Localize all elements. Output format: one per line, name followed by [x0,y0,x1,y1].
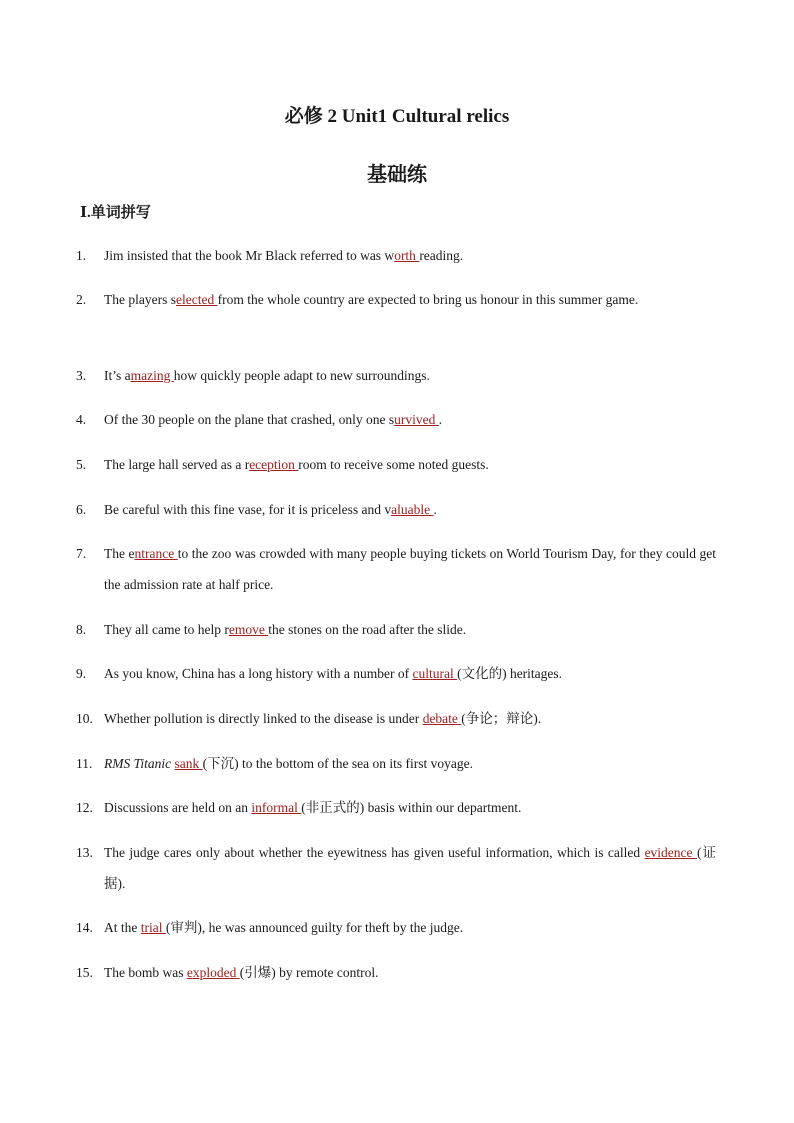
item-text: The bomb was [104,965,187,980]
list-item [76,748,716,779]
item-text: As you know, China has a long history with a number of [104,666,413,681]
item-number: 14. [76,920,93,935]
item-text: . [433,502,437,517]
answer-blank: evidence [644,845,697,860]
item-text: (引爆) by remote control. [239,965,379,980]
list-item [76,284,716,315]
answer-blank: mazing [130,368,174,383]
list-item [76,792,716,823]
list-item [76,494,716,525]
item-text: Discussions are held on an [104,800,252,815]
item-text: (下沉) to the bottom of the sea on its first voyage. [202,756,473,771]
answer-blank: sank [174,756,203,771]
item-text: (审判), he was announced guilty for theft by the judge. [165,920,464,935]
item-number: 3. [76,368,87,383]
item-text: The e [104,546,135,561]
list-item [76,360,716,391]
list-item [76,614,716,645]
item-text: . [438,412,443,427]
answer-blank: debate [422,711,462,726]
item-number: 5. [76,457,87,472]
item-text: (文化的) heritages. [457,666,563,681]
item-text: At the [104,920,141,935]
list-item [76,837,716,899]
answer-blank: urvived [394,412,439,427]
item-text: the stones on the road after the slide. [268,622,467,637]
item-number: 12. [76,800,93,815]
item-text: (证据). [104,845,716,891]
item-number: 8. [76,622,87,637]
item-number: 13. [76,845,93,860]
item-text: The large hall served as a r [104,457,250,472]
answer-blank: informal [251,800,302,815]
item-text: They all came to help r [104,622,229,637]
item-text: It’s a [104,368,131,383]
item-text: to the zoo was crowded with many people buying tickets on World Tourism Day, for they could get the admission rate at half price. [104,546,716,592]
item-text: The judge cares only about whether the eyewitness has given useful information, which is called [104,845,645,860]
item-number: 7. [76,546,87,561]
item-text: (争论；辩论). [461,711,542,726]
list-item [76,658,716,689]
item-text: Of the 30 people on the plane that crashed, only one s [104,412,395,427]
item-text: Be careful with this fine vase, for it is priceless and v [104,502,392,517]
answer-blank: orth [394,248,420,263]
item-number: 6. [76,502,87,517]
item-text: from the whole country are expected to bring us honour in this summer game. [217,292,639,307]
answer-blank: exploded [186,965,240,980]
item-text: Jim insisted that the book Mr Black referred to was w [104,248,395,263]
list-item [76,957,716,988]
item-number: 9. [76,666,87,681]
list-item [76,404,716,435]
answer-blank: aluable [391,502,434,517]
item-text: The players s [104,292,176,307]
item-number: 10. [76,711,93,726]
item-number: 2. [76,292,87,307]
ship-name: RMS Titanic [104,756,172,771]
item-text: Whether pollution is directly linked to the disease is under [104,711,423,726]
item-number: 15. [76,965,93,980]
answer-blank: ntrance [134,546,178,561]
item-number: 4. [76,412,87,427]
item-text: room to receive some noted guests. [298,457,489,472]
list-item [76,538,716,600]
answer-blank: eception [249,457,299,472]
item-text: how quickly people adapt to new surroundings. [173,368,430,383]
answer-blank: cultural [412,666,458,681]
item-text: (非正式的) basis within our department. [301,800,522,815]
answer-blank: trial [140,920,166,935]
document-subtitle: 基础练 [367,164,427,186]
answer-blank: elected [175,292,218,307]
document-title: 必修 2 Unit1 Cultural relics [284,106,510,127]
list-item [76,240,716,271]
list-item [76,449,716,480]
answer-blank: emove [228,622,269,637]
item-number: 1. [76,248,87,263]
list-item [76,703,716,734]
section-heading: Ⅰ.单词拼写 [80,205,151,221]
list-item [76,912,716,943]
item-number: 11. [76,756,93,771]
item-text: reading. [419,248,464,263]
